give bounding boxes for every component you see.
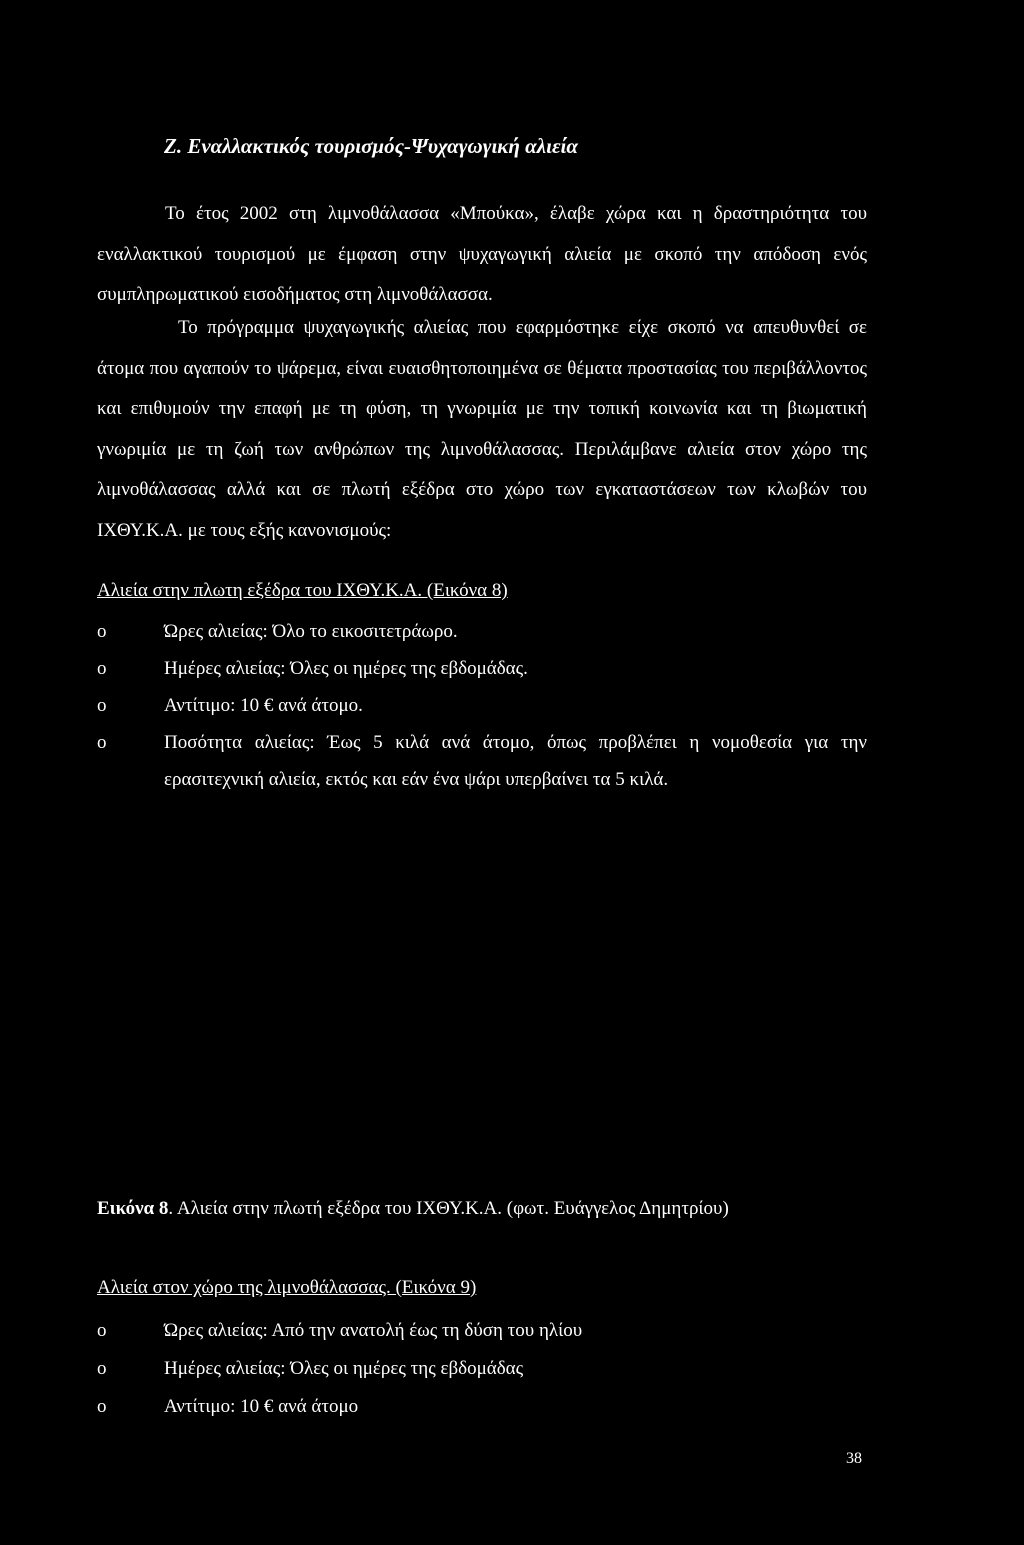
list-item bbox=[97, 613, 867, 650]
bullet-marker: o bbox=[97, 1358, 107, 1379]
list-item-text: Ώρες αλιείας: Από την ανατολή έως τη δύση του ηλίου bbox=[164, 1320, 583, 1341]
lagoon-rules-list bbox=[97, 1312, 867, 1426]
list-item-text: Ημέρες αλιείας: Όλες οι ημέρες της εβδομάδας. bbox=[164, 658, 528, 679]
bullet-marker: o bbox=[97, 695, 107, 716]
list-item bbox=[97, 1312, 867, 1350]
figure-caption-text: . Αλιεία στην πλωτή εξέδρα του ΙΧΘΥ.Κ.Α. (φωτ. Ευάγγελος Δημητρίου) bbox=[168, 1198, 729, 1219]
list-item bbox=[97, 687, 867, 724]
paragraph-intro: Το έτος 2002 στη λιμνοθάλασσα «Μπούκα», έλαβε χώρα και η δραστηριότητα του εναλλακτικού τουρισμού με έμφαση στην ψυχαγωγική αλιεία με σκοπό την απόδοση ενός συμπληρωματικού εισοδήματος στη λιμνοθάλασσα. bbox=[97, 203, 867, 305]
list-item-text: Ημέρες αλιείας: Όλες οι ημέρες της εβδομάδας bbox=[164, 1358, 524, 1379]
subheading-lagoon-fishing: Αλιεία στον χώρο της λιμνοθάλασσας. (Εικόνα 9) bbox=[97, 1277, 477, 1298]
bullet-marker: o bbox=[97, 1396, 107, 1417]
list-item-text: Ώρες αλιείας: Όλο το εικοσιτετράωρο. bbox=[164, 621, 458, 642]
page-number: 38 bbox=[846, 1450, 862, 1467]
subheading-platform-fishing: Αλιεία στην πλωτη εξέδρα του ΙΧΘΥ.Κ.Α. (Εικόνα 8) bbox=[97, 580, 508, 601]
paragraph-program: Το πρόγραμμα ψυχαγωγικής αλιείας που εφαρμόστηκε είχε σκοπό να απευθυνθεί σε άτομα που αγαπούν το ψάρεμα, είναι ευαισθητοποιημένα σε θέματα προστασίας του περιβάλλοντος και επιθυμούν την επαφή με τη φύση, τη γνωριμία με την τοπική κοινωνία και τη βιωματική γνωριμία με τη ζωή των ανθρώπων της λιμνοθάλασσας. Περιλάμβανε αλιεία στον χώρο της λιμνοθάλασσας αλλά και σε πλωτή εξέδρα στο χώρο των εγκαταστάσεων των κλωβών του ΙΧΘΥ.Κ.Α. με τους εξής κανονισμούς: bbox=[97, 317, 867, 541]
list-item-text: Ποσότητα αλιείας: Έως 5 κιλά ανά άτομο, όπως προβλέπει η νομοθεσία για την ερασιτεχνική αλιεία, εκτός και εάν ένα ψάρι υπερβαίνει τα 5 κιλά. bbox=[164, 732, 867, 790]
list-item-text: Αντίτιμο: 10 € ανά άτομο bbox=[164, 1396, 359, 1417]
bullet-marker: o bbox=[97, 621, 107, 642]
list-item-text: Αντίτιμο: 10 € ανά άτομο. bbox=[164, 695, 363, 716]
list-item bbox=[97, 650, 867, 687]
bullet-marker: o bbox=[97, 658, 107, 679]
platform-rules-list bbox=[97, 613, 867, 798]
section-heading: Ζ. Εναλλακτικός τουρισμός-Ψυχαγωγική αλιεία bbox=[164, 134, 579, 158]
list-item bbox=[97, 724, 867, 798]
list-item bbox=[97, 1388, 867, 1426]
bullet-marker: o bbox=[97, 732, 107, 753]
list-item bbox=[97, 1350, 867, 1388]
figure-caption bbox=[97, 1198, 729, 1220]
bullet-marker: o bbox=[97, 1320, 107, 1341]
figure-caption-label: Εικόνα 8 bbox=[97, 1198, 169, 1219]
